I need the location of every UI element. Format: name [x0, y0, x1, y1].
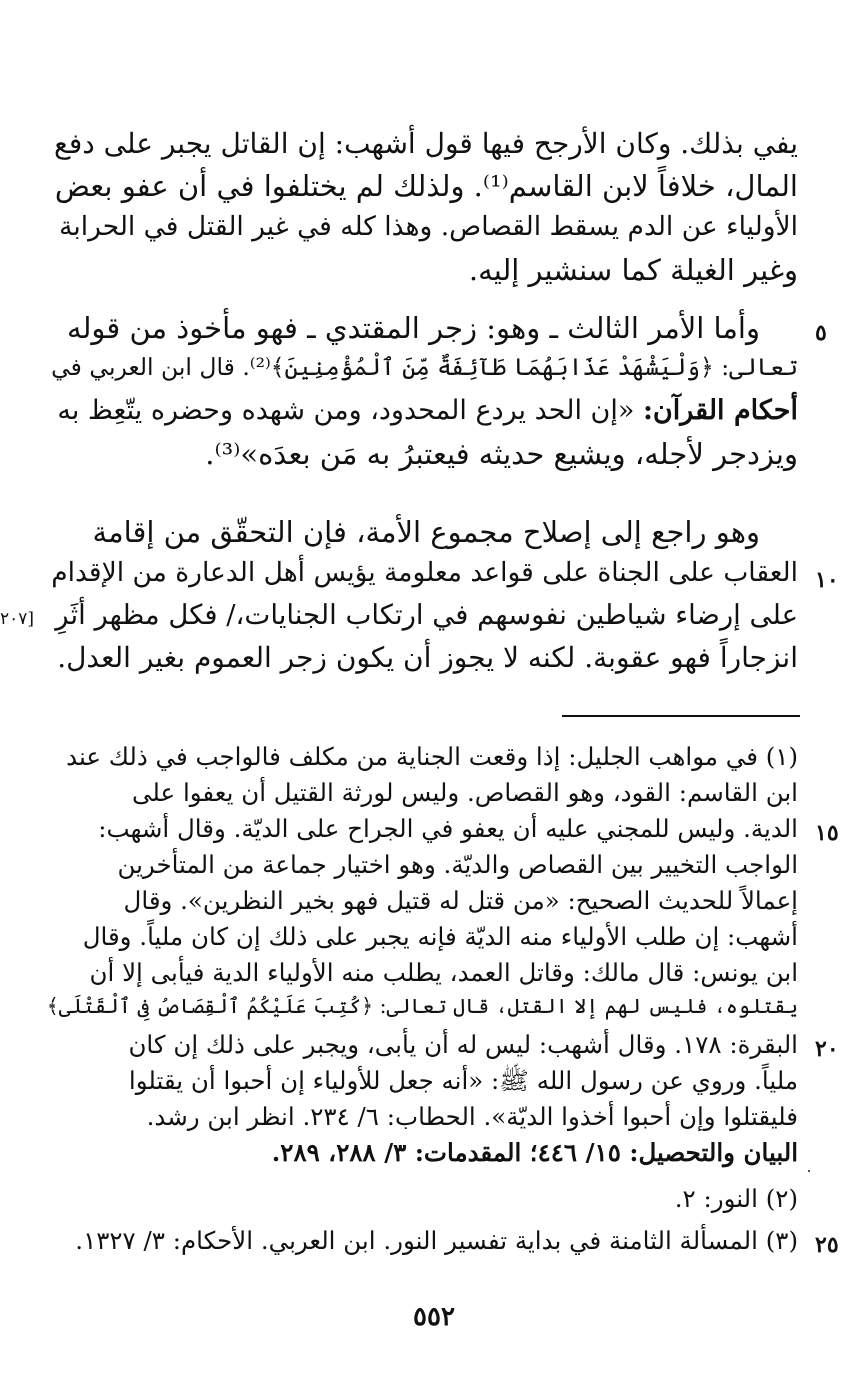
body-line-6: تعالى: ﴿وَلْيَشْهَدْ عَذَابَهُمَا طَآئِفَةٌ مِّنَ ٱلْمُؤْمِنِينَ﴾⁽²⁾. قال ابن العربي في: [51, 353, 798, 381]
footnote-1-line-7: ابن يونس: قال مالك: وقاتل العمد، يطلب منه الأولياء الدية فيأبى إلا أن: [89, 958, 798, 987]
body-line-11: على إرضاء شياطين نفوسهم في ارتكاب الجنايات،/ فكل مظهر أثَرِ: [55, 599, 798, 631]
body-line-8: ويزدجر لأجله، ويشيع حديثه فيعتبرُ به مَن بعدَه»⁽³⁾.: [205, 437, 798, 471]
body-line-12: انزجاراً فهو عقوبة. لكنه لا يجوز أن يكون زجر العموم بغير العدل.: [57, 641, 798, 674]
body-line-7: أحكام القرآن: «إن الحد يردع المحدود، ومن شهده وحضره يتّعِظ به: [57, 395, 798, 426]
body-line-3: الأولياء عن الدم يسقط القصاص. وهذا كله في غير القتل في الحرابة: [59, 211, 798, 242]
footnote-2: (٢) النور: ٢.: [674, 1184, 798, 1213]
line-number-5: ٥: [815, 320, 827, 346]
body-line-10: العقاب على الجناة على قواعد معلومة يؤيس أهل الدعارة من الإقدام: [51, 557, 798, 588]
body-line-2: المال، خلافاً لابن القاسم⁽¹⁾. ولذلك لم يختلفوا في أن عفو بعض: [54, 169, 798, 203]
footnote-1-line-9: البقرة: ١٧٨. وقال أشهب: ليس له أن يأبى، ويجبر على ذلك إن كان: [128, 1030, 798, 1059]
footnote-1-line-3: الدية. وليس للمجني عليه أن يعفو في الجراح على الديّة. وقال أشهب:: [98, 814, 798, 843]
line-number-20: ٢٠: [815, 1036, 839, 1062]
footnote-1-line-4: الواجب التخيير بين القصاص والديّة. وهو اختيار جماعة من المتأخرين: [117, 850, 798, 879]
body-line-1: يفي بذلك. وكان الأرجح فيها قول أشهب: إن القاتل يجبر على دفع: [53, 127, 798, 160]
footnote-1-line-11: فليقتلوا وإن أحبوا أخذوا الديّة». الحطاب: ٦/ ٢٣٤. انظر ابن رشد.: [146, 1102, 798, 1131]
body-line-4: وغير الغيلة كما سنشير إليه.: [468, 253, 798, 287]
bold-book-title: أحكام القرآن:: [642, 395, 798, 426]
page-number: ٥٥٢: [413, 1302, 455, 1332]
line-number-10: ١٠: [815, 567, 839, 593]
footnote-1-line-8: يقتلوه، فليس لهم إلا القتل، قال تعالى: ﴿كُتِبَ عَلَيْكُمُ ٱلْقِصَاصُ فِى ٱلْقَتْلَى﴾: [46, 994, 798, 1018]
footnote-separator: [562, 715, 800, 717]
footnote-1-line-2: ابن القاسم: القود، وهو القصاص. وليس لورثة القتيل أن يعفوا على: [132, 778, 798, 807]
body-line-9: وهو راجع إلى إصلاح مجموع الأمة، فإن التحقّق من إقامة: [92, 515, 760, 549]
line-number-15: ١٥: [815, 820, 839, 846]
footnote-1-line-6: أشهب: إن طلب الأولياء منه الديّة فإنه يجبر على ذلك إن كان ملياً. وقال: [82, 922, 798, 951]
footnote-1-line-12: البيان والتحصيل: ١٥/ ٤٤٦؛ المقدمات: ٣/ ٢٨٨، ٢٨٩.: [271, 1138, 798, 1167]
margin-page-reference: [٢٠٧: [0, 609, 35, 629]
body-line-5: وأما الأمر الثالث ـ وهو: زجر المقتدي ـ فهو مأخوذ من قوله: [67, 311, 760, 345]
line-number-25: ٢٥: [815, 1232, 839, 1258]
scan-speck: [808, 1170, 810, 1172]
footnote-3: (٣) المسألة الثامنة في بداية تفسير النور. ابن العربي. الأحكام: ٣/ ١٣٢٧.: [75, 1226, 798, 1255]
footnote-1-line-1: (١) في مواهب الجليل: إذا وقعت الجناية من مكلف فالواجب في ذلك عند: [66, 742, 798, 771]
footnote-1-line-10: ملياً. وروي عن رسول الله ﷺ: «أنه جعل للأولياء إن أحبوا أن يقتلوا: [128, 1066, 798, 1095]
footnote-1-line-5: إعمالاً للحديث الصحيح: «من قتل له قتيل فهو بخير النظرين». وقال: [123, 886, 798, 915]
